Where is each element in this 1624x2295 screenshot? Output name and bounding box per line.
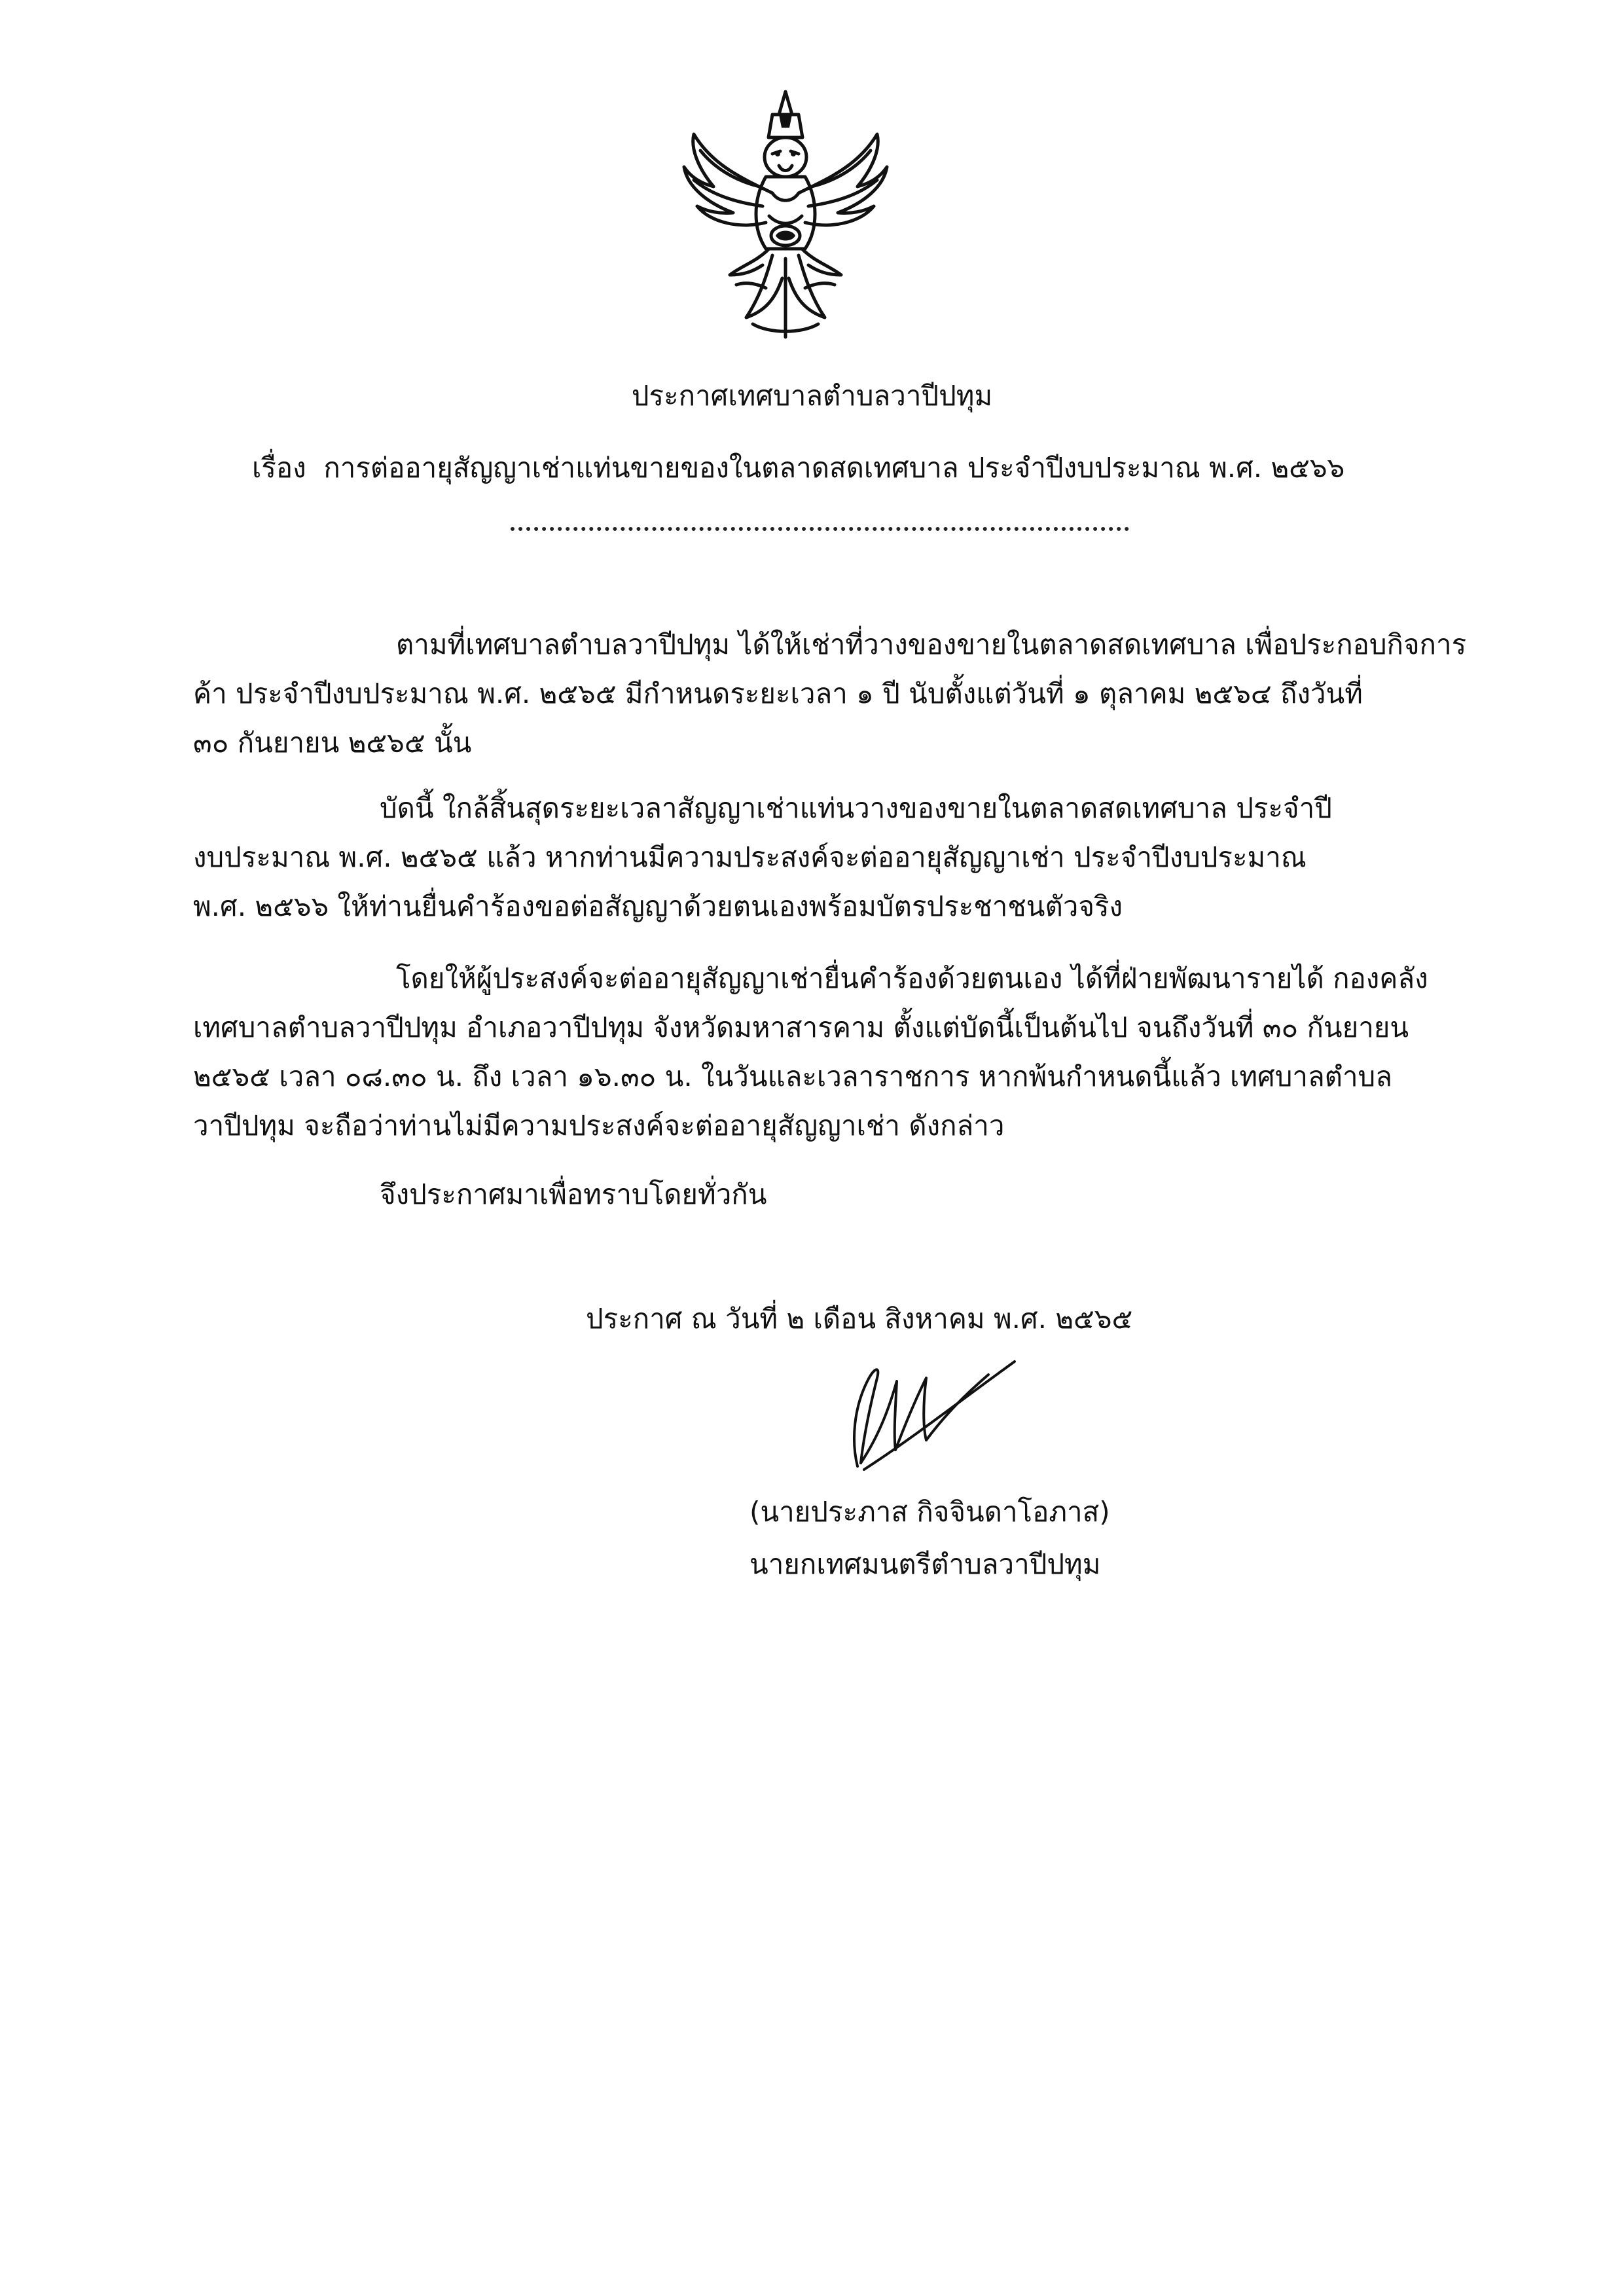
- dotted-divider: [511, 527, 1129, 531]
- para1-line1: ตามที่เทศบาลตำบลวาปีปทุม ได้ให้เช่าที่วางของขายในตลาดสดเทศบาล เพื่อประกอบกิจการ: [396, 628, 1467, 660]
- para2-line2: งบประมาณ พ.ศ. ๒๕๖๕ แล้ว หากท่านมีความประสงค์จะต่ออายุสัญญาเช่า ประจำปีงบประมาณ: [193, 841, 1307, 873]
- handwritten-signature: [818, 1342, 1028, 1473]
- para2-line1: บัดนี้ ใกล้สิ้นสุดระยะเวลาสัญญาเช่าแท่นวางของขายในตลาดสดเทศบาล ประจำปี: [380, 792, 1332, 824]
- closing-line: จึงประกาศมาเพื่อทราบโดยทั่วกัน: [380, 1178, 767, 1210]
- para1-line3: ๓๐ กันยายน ๒๕๖๕ นั้น: [193, 727, 472, 759]
- subject-text: การต่ออายุสัญญาเช่าแท่นขายของในตลาดสดเทศบาล ประจำปีงบประมาณ พ.ศ. ๒๕๖๖: [323, 452, 1345, 484]
- announcement-title: ประกาศเทศบาลตำบลวาปีปทุม: [631, 380, 993, 412]
- announcement-date: ประกาศ ณ วันที่ ๒ เดือน สิงหาคม พ.ศ. ๒๕๖๕: [586, 1303, 1133, 1335]
- para3-line1: โดยให้ผู้ประสงค์จะต่ออายุสัญญาเช่ายื่นคำร้องด้วยตนเอง ได้ที่ฝ่ายพัฒนารายได้ กองคลัง: [396, 962, 1428, 994]
- subject-label: เรื่อง: [252, 452, 306, 484]
- para3-line3: ๒๕๖๕ เวลา ๐๘.๓๐ น. ถึง เวลา ๑๖.๓๐ น. ในวันและเวลาราชการ หากพ้นกำหนดนี้แล้ว เทศบาลตำบล: [193, 1060, 1392, 1093]
- announcement-subject: [252, 448, 1344, 488]
- signatory-name: (นายประภาส กิจจินดาโอภาส): [749, 1496, 1110, 1528]
- para1-line2: ค้า ประจำปีงบประมาณ พ.ศ. ๒๕๖๕ มีกำหนดระยะเวลา ๑ ปี นับตั้งแต่วันที่ ๑ ตุลาคม ๒๕๖๔ ถึงวันที่: [193, 678, 1363, 710]
- para3-line2: เทศบาลตำบลวาปีปทุม อำเภอวาปีปทุม จังหวัดมหาสารคาม ตั้งแต่บัดนี้เป็นต้นไป จนถึงวันที่ ๓๐ กันยายน: [193, 1011, 1409, 1043]
- para3-line4: วาปีปทุม จะถือว่าท่านไม่มีความประสงค์จะต่ออายุสัญญาเช่า ดังกล่าว: [193, 1110, 1005, 1142]
- para2-line3: พ.ศ. ๒๕๖๖ ให้ท่านยื่นคำร้องขอต่อสัญญาด้วยตนเองพร้อมบัตรประชาชนตัวจริง: [193, 890, 1123, 922]
- garuda-emblem: [674, 88, 897, 344]
- signatory-position: นายกเทศมนตรีตำบลวาปีปทุม: [749, 1548, 1101, 1580]
